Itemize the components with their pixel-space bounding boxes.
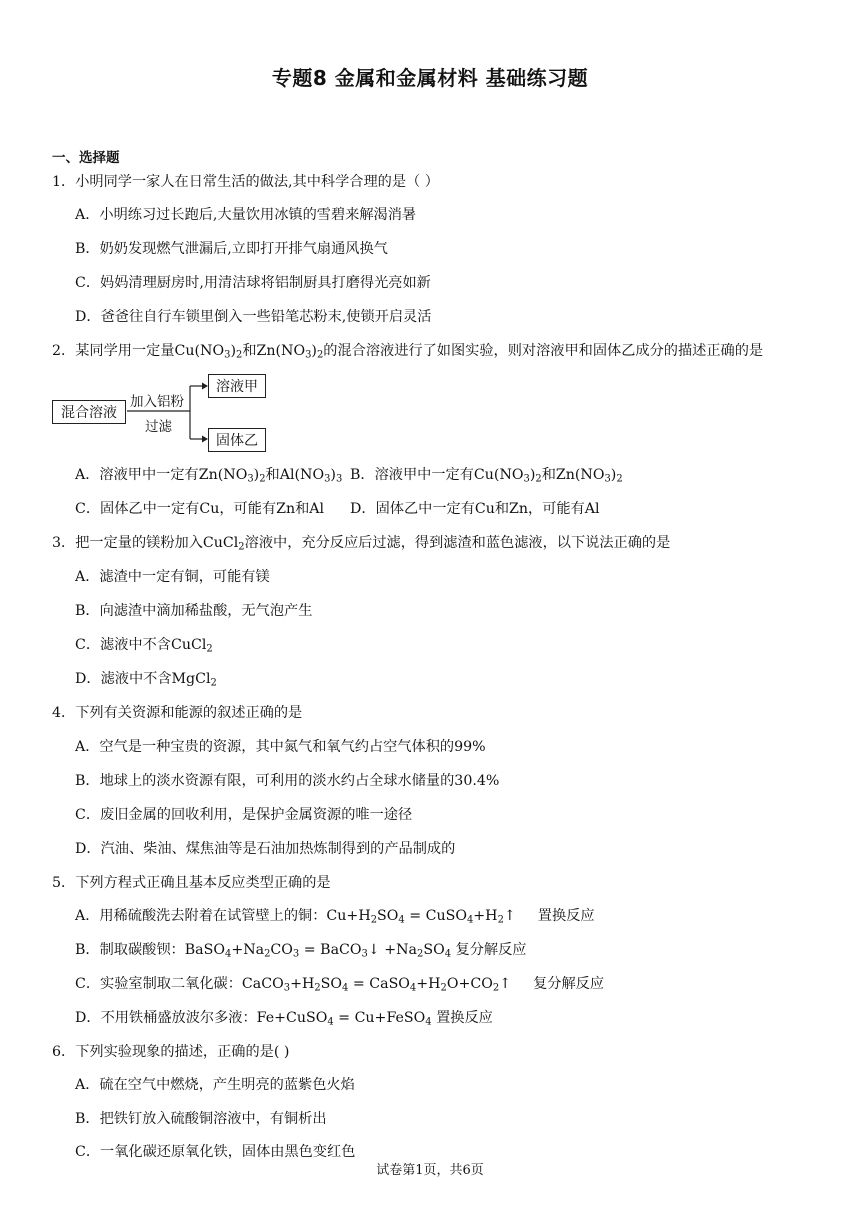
solution-a-box: 溶液甲	[208, 374, 266, 398]
q1-option-d: D．爸爸往自行车锁里倒入一些铅笔芯粉末,使锁开启灵活	[75, 309, 432, 325]
experiment-flow-diagram	[52, 370, 282, 454]
q3-option-c: C．滤液中不含CuCl$_2$	[75, 637, 213, 655]
q6-option-b: B．把铁钉放入硫酸铜溶液中，有铜析出	[75, 1111, 327, 1127]
page-title: 专题8 金属和金属材料 基础练习题	[271, 66, 589, 90]
q1-option-c: C．妈妈清理厨房时,用清洁球将铝制厨具打磨得光亮如新	[75, 275, 431, 291]
q1-option-b: B．奶奶发现燃气泄漏后,立即打开排气扇通风换气	[75, 241, 388, 257]
q2-option-b: B．溶液甲中一定有$Cu(NO_3)_2$和$Zn(NO_3)_2$	[350, 467, 623, 485]
section-heading: 一、选择题	[52, 150, 120, 166]
question-6-stem: 6．下列实验现象的描述，正确的是( )	[52, 1044, 290, 1060]
q1-option-a: A．小明练习过长跑后,大量饮用冰镇的雪碧来解渴消暑	[75, 207, 417, 223]
q3-option-d: D．滤液中不含MgCl$_2$	[75, 671, 217, 689]
q5-option-b: B．制取碳酸钡：$BaSO_4+Na_2CO_3$ = BaCO$_3$↓ $+Na_2SO_4$ 复分解反应	[75, 942, 527, 960]
q4-option-a: A．空气是一种宝贵的资源，其中氮气和氧气约占空气体积的99%	[75, 739, 486, 755]
add-aluminum-label: 加入铝粉	[130, 394, 184, 410]
q5-option-c: C．实验室制取二氧化碳：$CaCO_3+H_2SO_4$ = $CaSO_4+H_2O+CO_2↑$ 复分解反应	[75, 976, 605, 994]
q5-option-a: A．用稀硫酸洗去附着在试管壁上的铜：$Cu+H_2SO_4$ = $CuSO_4+H_2↑$ 置换反应	[75, 908, 595, 926]
question-4-stem: 4．下列有关资源和能源的叙述正确的是	[52, 705, 303, 721]
q2-option-c: C．固体乙中一定有Cu，可能有Zn和Al	[75, 501, 325, 517]
q6-option-c: C．一氧化碳还原氧化铁，固体由黑色变红色	[75, 1144, 356, 1160]
q3-option-a: A．滤渣中一定有铜，可能有镁	[75, 569, 270, 585]
solid-b-box: 固体乙	[208, 428, 266, 452]
q5-option-d: D．不用铁桶盛放波尔多液：Fe+CuSO$_4$ = Cu+FeSO$_4$ 置换反应	[75, 1010, 493, 1028]
q4-option-b: B．地球上的淡水资源有限，可利用的淡水约占全球水储量的30.4%	[75, 773, 500, 789]
q4-option-d: D．汽油、柴油、煤焦油等是石油加热炼制得到的产品制成的	[75, 841, 456, 857]
mixed-solution-box: 混合溶液	[52, 400, 126, 424]
filter-label: 过滤	[145, 419, 172, 435]
page-footer: 试卷第1页，共6页	[376, 1163, 484, 1178]
q6-option-a: A．硫在空气中燃烧，产生明亮的蓝紫色火焰	[75, 1077, 355, 1093]
q3-option-b: B．向滤渣中滴加稀盐酸，无气泡产生	[75, 603, 313, 619]
q2-option-d: D．固体乙中一定有Cu和Zn，可能有Al	[350, 501, 600, 517]
q2-option-a: A．溶液甲中一定有$Zn(NO_3)_2$和$Al(NO_3)_3$	[75, 467, 343, 485]
q4-option-c: C．废旧金属的回收利用，是保护金属资源的唯一途径	[75, 807, 413, 823]
question-1-stem: 1．小明同学一家人在日常生活的做法,其中科学合理的是（ ）	[52, 174, 439, 190]
question-3-stem: 3．把一定量的镁粉加入CuCl$_2$溶液中，充分反应后过滤，得到滤渣和蓝色滤液，以下说法正确的是	[52, 535, 671, 553]
question-5-stem: 5．下列方程式正确且基本反应类型正确的是	[52, 875, 331, 891]
question-2-stem: 2．某同学用一定量$Cu(NO_3)_2$和$Zn(NO_3)_2$的混合溶液进行了如图实验，则对溶液甲和固体乙成分的描述正确的是	[52, 343, 764, 361]
